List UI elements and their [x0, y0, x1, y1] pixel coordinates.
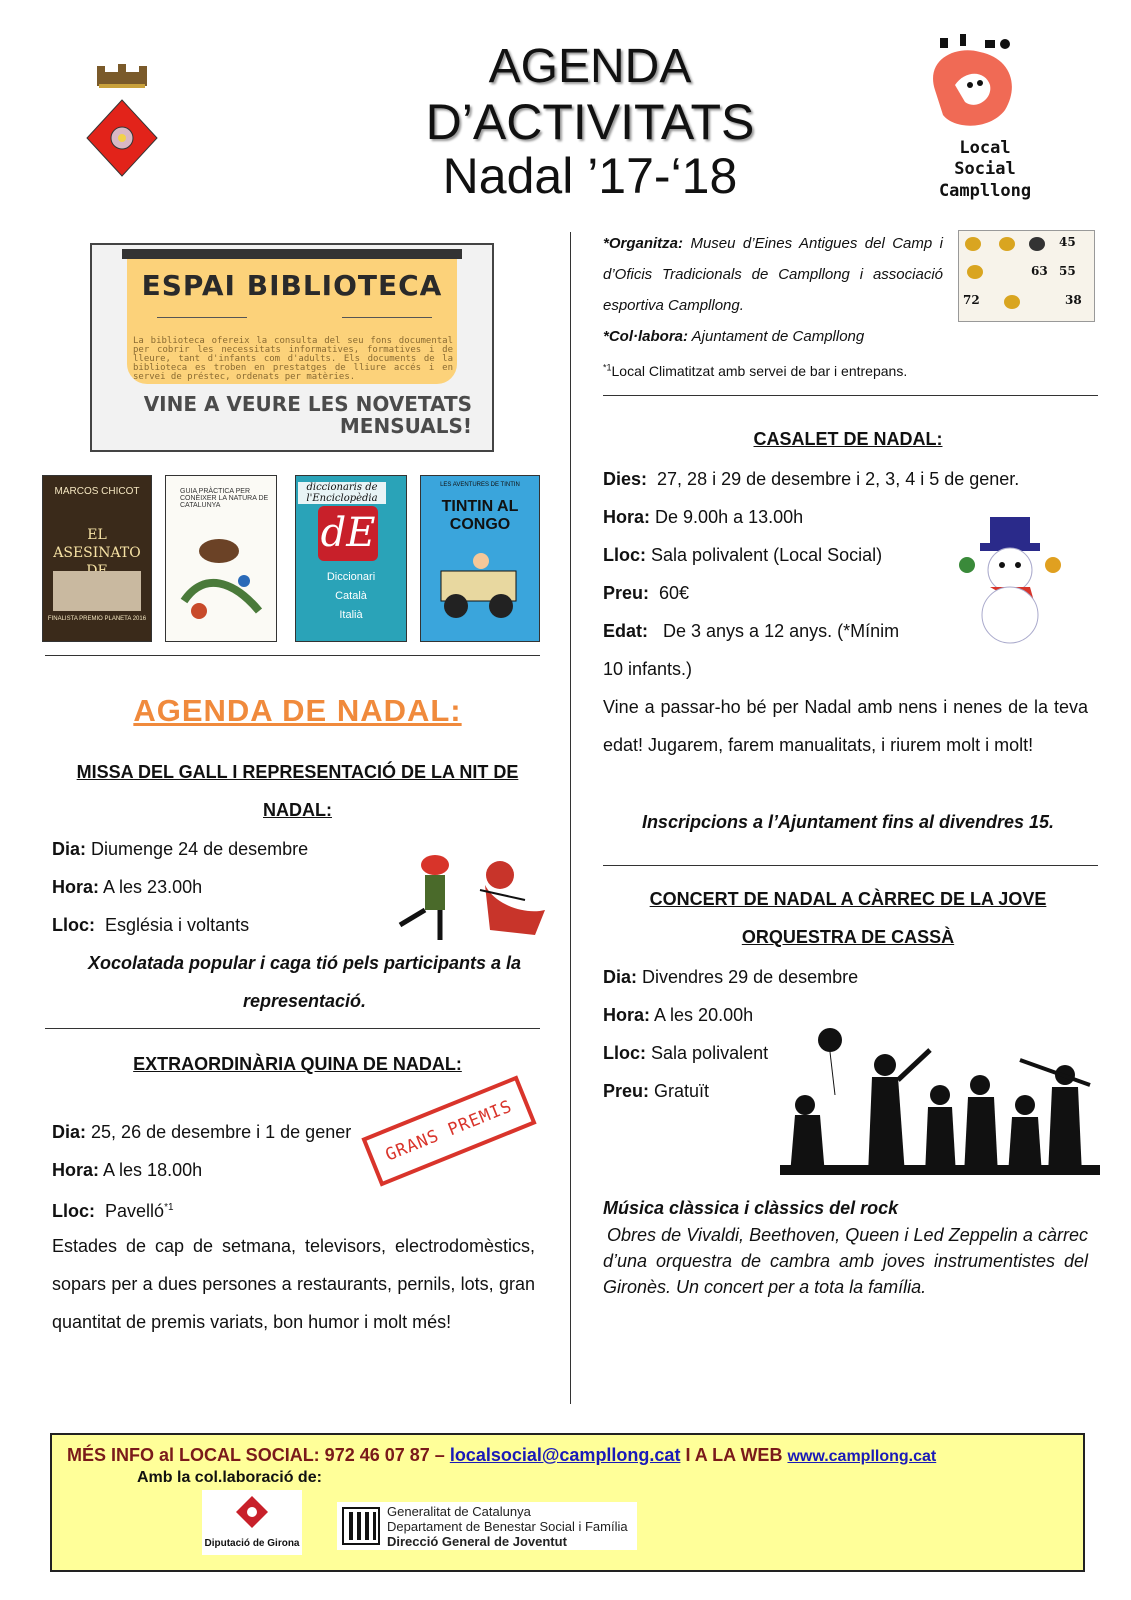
label: Preu:	[603, 583, 650, 603]
book-art	[53, 571, 141, 611]
label: Edat:	[603, 621, 648, 641]
value: Sala polivalent	[651, 1043, 769, 1063]
diputacio-crest-icon	[232, 1494, 272, 1530]
casalet-text: Vine a passar-ho bé per Nadal amb nens i nenes de la teva edat! Jugarem, farem manualitats, i riurem molt i molt!	[603, 697, 1088, 755]
organitza-label: *Organitza:	[603, 235, 684, 252]
value: 27, 28 i 29 de desembre i 2, 3, 4 i 5 de gener.	[657, 469, 1020, 489]
label: Dies:	[603, 469, 648, 489]
concert-subtitle: Música clàssica i clàssics del rock	[603, 1198, 899, 1218]
label: Lloc:	[52, 1201, 95, 1221]
cta-line2: MENSUALS!	[339, 414, 472, 438]
diputacio-logo	[202, 1490, 302, 1555]
value: Església i voltants	[105, 915, 250, 935]
book-title: EL ASESINATO	[53, 527, 141, 561]
orchestra-silhouette-icon	[780, 1025, 1100, 1175]
banner-top-bar	[122, 249, 462, 259]
footer-info-box	[50, 1433, 1085, 1572]
town-crest-logo	[85, 62, 160, 182]
email-link[interactable]: localsocial@campllong.cat	[449, 1445, 681, 1465]
quina-title: EXTRAORDINÀRIA QUINA DE NADAL:	[133, 1054, 462, 1074]
bingo-number: 45	[1059, 235, 1076, 249]
book-sub3: Italià	[339, 609, 363, 621]
label: Hora:	[52, 877, 100, 897]
value: De 3 anys a 12 anys. (*Mínim	[663, 621, 900, 641]
title-line1: AGENDA	[488, 40, 692, 93]
missa-title-line1: MISSA DEL GALL I REPRESENTACIÓ DE LA NIT DE	[76, 762, 519, 782]
biblioteca-banner	[90, 243, 494, 452]
concert-title-line1: CONCERT DE NADAL A CÀRREC DE LA JOVE	[649, 889, 1047, 909]
concert-title-line2: ORQUESTRA DE CASSÀ	[741, 927, 955, 947]
grans-premis-stamp: GRANS PREMIS	[361, 1075, 536, 1186]
label: Dia:	[52, 1122, 87, 1142]
footer-info: MÉS INFO al LOCAL SOCIAL: 972 46 07 87 –	[67, 1445, 445, 1465]
book-logo: dE	[318, 506, 378, 561]
missa-dia	[52, 830, 308, 868]
divider	[45, 1028, 540, 1029]
divider-left	[157, 317, 247, 318]
label: Dia:	[603, 967, 638, 987]
generalitat-text	[387, 1504, 628, 1549]
concert-text: Obres de Vivaldi, Beethoven, Queen i Led Zeppelin a càrrec d’una orquestra de cambra amb joves instrumentistes del Gironès. Un concert per a tota la família.	[603, 1225, 1088, 1297]
label: Hora:	[52, 1160, 100, 1180]
biblioteca-cta	[144, 393, 472, 437]
bingo-card-icon	[958, 230, 1095, 322]
value: De 9.00h a 13.00h	[655, 507, 804, 527]
casalet-edat-cont: 10 infants.)	[603, 659, 693, 679]
web-label: I A LA WEB	[685, 1445, 783, 1465]
casalet-inscripcions: Inscripcions a l’Ajuntament fins al divendres 15.	[641, 812, 1055, 832]
nature-illustration-icon	[174, 521, 269, 631]
value: A les 23.00h	[103, 877, 203, 897]
bingo-number: 72	[963, 293, 980, 307]
website-link[interactable]: www.campllong.cat	[787, 1448, 937, 1465]
concert-dia	[603, 958, 858, 996]
bingo-chip	[999, 237, 1015, 251]
divider	[45, 655, 540, 656]
concert-lloc	[603, 1034, 768, 1072]
quina-dia	[52, 1113, 351, 1151]
title-line2: D’ACTIVITATS	[425, 94, 755, 150]
collabora-label: *Col·labora:	[603, 328, 689, 345]
generalitat-logo	[337, 1502, 637, 1550]
missa-title	[45, 753, 550, 829]
gen-line2: Departament de Benestar Social i Família	[387, 1519, 628, 1534]
agenda-heading: AGENDA DE NADAL:	[133, 693, 462, 728]
value: Diumenge 24 de desembre	[91, 839, 309, 859]
divider-right	[342, 317, 432, 318]
label: Hora:	[603, 1005, 651, 1025]
bingo-number: 55	[1059, 264, 1076, 278]
concert-preu	[603, 1072, 709, 1110]
label: Lloc:	[52, 915, 95, 935]
quina-lloc	[52, 1189, 174, 1230]
book-cover-tintin	[420, 475, 540, 642]
footnote-marker: *1	[164, 1202, 174, 1213]
missa-lloc	[52, 906, 249, 944]
book-title: TINTIN AL CONGO	[441, 498, 519, 533]
missa-title-line2: NADAL:	[263, 800, 332, 820]
footnote-marker: *1	[603, 362, 612, 372]
quina-hora	[52, 1151, 202, 1189]
divider	[603, 865, 1098, 866]
book-sub2: Català	[335, 590, 367, 602]
banner-paper	[127, 259, 457, 384]
concert-title	[603, 880, 1093, 956]
gen-line1: Generalitat de Catalunya	[387, 1504, 531, 1519]
missa-hora	[52, 868, 202, 906]
missa-note-line1: Xocolatada popular i caga tió pels participants a la	[87, 953, 522, 973]
title-line3: Nadal ’17-‘18	[442, 148, 738, 204]
value: Sala polivalent (Local Social)	[651, 545, 883, 565]
snowman-icon	[955, 515, 1065, 645]
book-series: LES AVENTURES DE TINTIN	[440, 482, 520, 488]
devil-cartoon-icon	[395, 845, 555, 945]
footer-info-line	[67, 1445, 936, 1466]
casalet-preu	[603, 574, 689, 612]
bingo-number: 63	[1031, 264, 1048, 278]
casalet-title: CASALET DE NADAL:	[753, 429, 943, 449]
gen-line3: Direcció General de Joventut	[387, 1534, 567, 1549]
value: A les 18.00h	[103, 1160, 203, 1180]
book-cover-socrates	[42, 475, 152, 642]
casalet-hora	[603, 498, 803, 536]
footnote	[603, 363, 907, 379]
diputacio-label: Diputació de Girona	[204, 1538, 300, 1549]
value: 60€	[659, 583, 690, 603]
value: Pavelló	[105, 1201, 165, 1221]
book-cover-natura	[165, 475, 277, 642]
organitza-text: Museu d’Eines Antigues del Camp i d’Oficis Tradicionals de Campllong i associació esportiva Campllong.	[603, 235, 943, 314]
biblioteca-heading: ESPAI BIBLIOTECA	[141, 269, 443, 302]
missa-note	[52, 944, 557, 1020]
generalitat-emblem-icon	[341, 1506, 381, 1546]
book-sub1: Diccionari	[326, 571, 376, 583]
column-divider	[570, 232, 571, 1404]
label: Preu:	[603, 1081, 650, 1101]
biblioteca-text: La biblioteca ofereix la consulta del seu fons documental per cobrir les necessitats informatives, formatives i de lleure, tant d'infants com d'adults. Els documents de la biblioteca es troben en prestatges de lliure accés i en servei de préstec, ordenats per matèries.	[133, 336, 453, 382]
casalet-lloc	[603, 536, 882, 574]
bingo-chip	[1004, 295, 1020, 309]
footer-collab: Amb la col.laboració de:	[137, 1469, 322, 1486]
bingo-chip	[965, 237, 981, 251]
book-note: FINALISTA PREMIO PLANETA 2016	[47, 616, 147, 622]
label: Dia:	[52, 839, 87, 859]
casalet-edat	[603, 612, 899, 650]
organitza-block	[603, 228, 943, 387]
missa-note-line2: representació.	[242, 991, 367, 1011]
book-title: diccionaris de l'Enciclopèdia	[298, 482, 386, 504]
collabora-text: Ajuntament de Campllong	[691, 328, 865, 345]
quina-text: Estades de cap de setmana, televisors, electrodomèstics, sopars per a dues persones a restaurants, pernils, lots, gran quantitat de premis variats, bon humor i molt més!	[52, 1236, 535, 1332]
value: Gratuït	[654, 1081, 710, 1101]
bingo-number: 38	[1065, 293, 1082, 307]
value: A les 20.00h	[654, 1005, 754, 1025]
book-title: GUIA PRÀCTICA PER CONÈIXER LA NATURA DE CATALUNYA	[180, 488, 269, 509]
bingo-chip	[967, 265, 983, 279]
casalet-dies	[603, 460, 1019, 498]
cta-line1: VINE A VEURE LES NOVETATS	[143, 392, 472, 416]
car-illustration-icon	[431, 541, 529, 631]
local-social-logo-text: Local Social Campllong	[938, 138, 1032, 201]
label: Hora:	[603, 507, 651, 527]
value: Divendres 29 de desembre	[642, 967, 859, 987]
local-social-logo	[915, 30, 1055, 200]
divider	[603, 395, 1098, 396]
label: Lloc:	[603, 545, 646, 565]
book-author: MARCOS CHICOT	[54, 486, 140, 497]
footnote-text: Local Climatitzat amb servei de bar i entrepans.	[611, 362, 908, 379]
label: Lloc:	[603, 1043, 646, 1063]
book-cover-diccionari	[295, 475, 407, 642]
bingo-chip	[1029, 237, 1045, 251]
value: 25, 26 de desembre i 1 de gener	[91, 1122, 352, 1142]
concert-hora	[603, 996, 753, 1034]
